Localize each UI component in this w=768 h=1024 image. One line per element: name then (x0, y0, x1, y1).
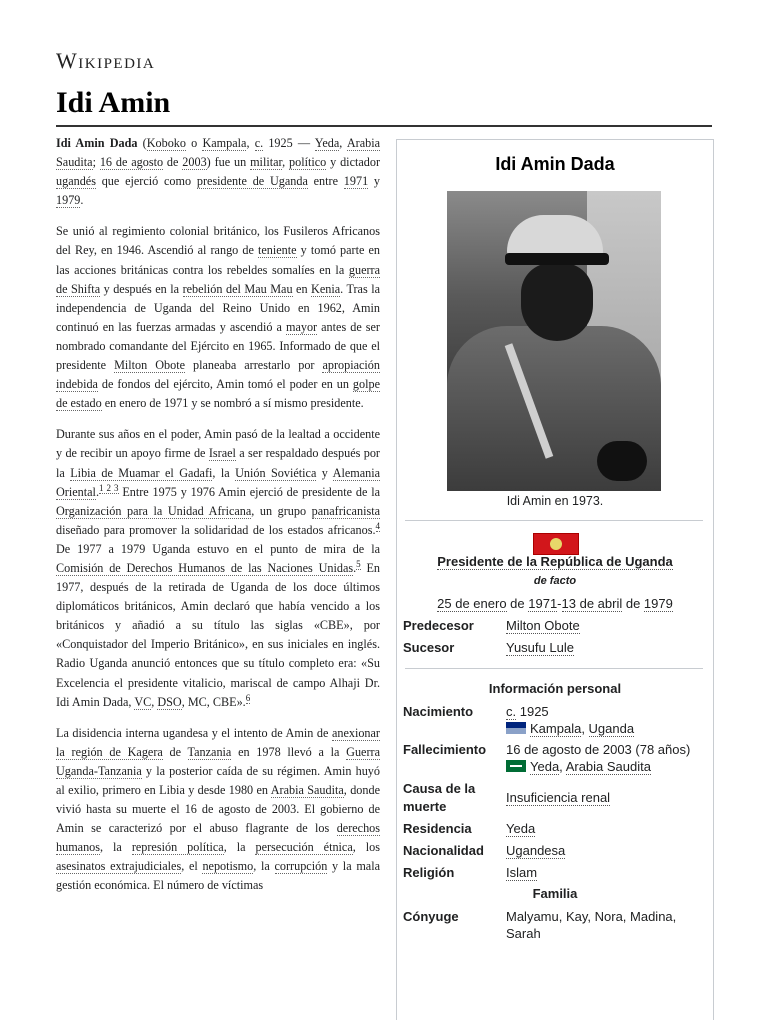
link-25-enero[interactable]: 25 de enero (437, 596, 507, 611)
link-derechos-humanos[interactable]: derechos humanos (56, 821, 380, 855)
saudi-arabia-flag-icon (506, 760, 526, 772)
link-mau-mau[interactable]: rebelión del Mau Mau (182, 281, 293, 296)
infobox-divider (405, 520, 703, 521)
link-apropiacion-indebida[interactable]: apropiación indebida (56, 358, 380, 392)
article-body (56, 134, 380, 908)
link-insuficiencia-renal[interactable]: Insuficiencia renal (506, 790, 611, 805)
wikipedia-wordmark[interactable]: Wikipedia (56, 48, 156, 73)
link-birth-uganda[interactable]: Uganda (588, 721, 635, 736)
section-familia: Familia (532, 886, 578, 901)
link-arabia-saudita[interactable]: Arabia Saudita (56, 136, 381, 170)
link-union-sovietica[interactable]: Unión Soviética (235, 465, 317, 480)
label-fallecimiento: Fallecimiento (403, 742, 487, 757)
link-israel[interactable]: Israel (208, 446, 236, 461)
link-2003[interactable]: 2003 (182, 155, 207, 170)
link-arabia-saudita-2[interactable]: Arabia Saudita (270, 783, 344, 797)
link-1971-term[interactable]: 1971 (528, 596, 558, 611)
link-libia-gadafi[interactable]: Libia de Muamar el Gadafi (70, 465, 213, 480)
link-persecucion-etnica[interactable]: persecución étnica (255, 840, 353, 855)
portrait-photo[interactable] (447, 191, 661, 491)
link-panafricanista[interactable]: panafricanista (311, 503, 380, 518)
link-death-arabia-saudita[interactable]: Arabia Saudita (565, 759, 651, 774)
section-personal-info: Información personal (488, 681, 622, 696)
photo-caption: Idi Amin en 1973. (506, 494, 604, 508)
link-presidente-republica[interactable]: Presidente de la República de Uganda (437, 554, 673, 569)
infobox-title: Idi Amin Dada (495, 154, 615, 174)
label-religion: Religión (403, 865, 455, 880)
link-predecesor[interactable]: Milton Obote (506, 618, 580, 633)
death-date: 16 de agosto de 2003 (78 años) (506, 742, 691, 757)
link-death-yeda[interactable]: Yeda (530, 759, 560, 774)
label-sucesor: Sucesor (403, 640, 455, 655)
link-kenia[interactable]: Kenia (311, 281, 341, 296)
link-oua[interactable]: Organización para la Unidad Africana (56, 503, 252, 518)
link-16-agosto[interactable]: 16 de agosto (99, 155, 164, 170)
reference-4[interactable]: 4 (375, 520, 380, 531)
link-mayor[interactable]: mayor (285, 319, 318, 334)
de-facto-label: de facto (533, 575, 577, 587)
link-ugandesa[interactable]: Ugandesa (506, 843, 566, 858)
uganda-protectorate-flag-icon (506, 722, 526, 734)
page-title: Idi Amin (56, 86, 171, 119)
reference-1-2-3[interactable]: 1 2 3 (98, 482, 119, 493)
infobox-divider-2 (405, 668, 703, 669)
link-anexionar-kagera[interactable]: anexionar la región de Kagera (56, 725, 380, 759)
label-conyuge: Cónyuge (403, 909, 459, 924)
office-title (397, 554, 713, 569)
link-13-abril[interactable]: 13 de abril (561, 596, 623, 611)
link-kampala[interactable]: Kampala (202, 136, 247, 150)
link-vc[interactable]: VC (134, 694, 152, 709)
link-circa[interactable]: c. (254, 136, 264, 150)
presidential-standard-flag[interactable] (533, 533, 579, 555)
label-predecesor: Predecesor (403, 618, 474, 633)
link-sucesor[interactable]: Yusufu Lule (506, 640, 574, 655)
link-golpe-estado[interactable]: golpe de estado (56, 377, 380, 411)
link-1979[interactable]: 1979 (56, 193, 81, 208)
link-nepotismo[interactable]: nepotismo (202, 859, 254, 874)
reference-6[interactable]: 6 (245, 692, 251, 703)
paragraph-career: Se unió al regimiento colonial británico, los Fusileros Africanos del Rey, en 1946. Ascendió al rango de teniente y tomó parte en las acciones británicas contra los rebeldes somalíes en la guerra de Shifta y después en la rebelión del Mau Mau en Kenia. Tras la independencia de Uganda del Reino Unido en 1962, Amin continuó en las fuerzas armadas y ascendió a mayor antes de ser nombrado comandante del Ejército en 1965. Informado de que el presidente Milton Obote planeaba arrestarlo por apropiación indebida de fondos del ejército, Amin tomó el poder en un golpe de estado en enero de 1971 y se nombró a sí mismo presidente. (56, 224, 381, 411)
link-militar[interactable]: militar (250, 155, 283, 170)
title-rule (56, 125, 712, 127)
reference-5[interactable]: 5 (356, 558, 361, 569)
link-alemania-oriental[interactable]: Alemania Oriental (56, 465, 381, 499)
link-guerra-shifta[interactable]: guerra de Shifta (56, 262, 380, 296)
term-dates: 25 de enero de 1971-13 de abril de 1979 (437, 596, 673, 611)
link-comision-ddhh[interactable]: Comisión de Derechos Humanos de las Naciones Unidas (56, 560, 354, 575)
paragraph-intro: Idi Amin Dada (Koboko o Kampala, c. 1925 — Yeda, Arabia Saudita; 16 de agosto de 2003) fue un militar, político y dictador ugandés que ejerció como presidente de Uganda entre 1971 y 1979. (56, 136, 381, 208)
link-1979-term[interactable]: 1979 (643, 596, 673, 611)
link-presidente-uganda[interactable]: presidente de Uganda (196, 174, 308, 189)
link-represion-politica[interactable]: represión política (131, 840, 224, 855)
label-nacionalidad: Nacionalidad (403, 843, 484, 858)
link-ugandes[interactable]: ugandés (56, 174, 96, 189)
link-tanzania[interactable]: Tanzania (187, 744, 232, 759)
link-asesinatos-extrajudiciales[interactable]: asesinatos extrajudiciales (56, 859, 182, 874)
link-teniente[interactable]: teniente (257, 243, 297, 258)
link-circa-birth[interactable]: c. (506, 704, 517, 719)
spouse-names: Malyamu, Kay, Nora, Madina, Sarah (506, 909, 677, 941)
subject-name: Idi Amin Dada (56, 136, 138, 150)
link-islam[interactable]: Islam (506, 865, 538, 880)
link-milton-obote[interactable]: Milton Obote (114, 358, 186, 373)
paragraph-fall: La disidencia interna ugandesa y el intento de Amin de anexionar la región de Kagera de Tanzania en 1978 llevó a la Guerra Uganda-Tanzania y la posterior caída de su régimen. Amin huyó al exilio, primero en Libia y desde 1980 en Arabia Saudita, donde vivió hasta su muerte el 16 de agosto de 2003. El gobierno de Amin se caracterizó por el abuso flagrante de los derechos humanos, la represión política, la persecución étnica, los asesinatos extrajudiciales, el nepotismo, la corrupción y la mala gestión económica. El número de víctimas (56, 725, 381, 893)
link-1971[interactable]: 1971 (343, 174, 369, 189)
link-guerra-uganda-tanzania[interactable]: Guerra Uganda-Tanzania (56, 744, 380, 778)
label-causa-muerte: Causa de la muerte (403, 781, 476, 814)
link-residencia-yeda[interactable]: Yeda (506, 821, 536, 836)
paragraph-rule: Durante sus años en el poder, Amin pasó de la lealtad a occidente y de recibir un apoyo firme de Israel a ser respaldado después por la Libia de Muamar el Gadafi, la Unión Soviética y Alemania Oriental.$^{1 2 3}$ Entre 1975 y 1976 Amin ejerció de presidente de la Organización para la Unidad Africana, un grupo panafricanista diseñado para promover la solidaridad de los estados africanos.$^4$ De 1977 a 1979 Uganda estuvo en el punto de mira de la Comisión de Derechos Humanos de las Naciones Unidas.$^5$ En 1977, después de la retirada de Uganda de los doce últimos diplomáticos británicos, Amin declaró que había vencido a los británicos y añadió a su título las siglas «CBE», por «Conquistador del Imperio Británico», en sus iniciales en inglés. Radio Uganda anunció entonces que su título completo era: «Su Excelencia el presidente vitalicio, mariscal de campo Alhaji Dr. Idi Amin Dada, VC, DSO, MC, CBE».$^6$ (56, 427, 381, 709)
link-corrupcion[interactable]: corrupción (274, 859, 328, 874)
link-dso[interactable]: DSO (157, 694, 182, 709)
link-yeda[interactable]: Yeda (314, 136, 340, 150)
label-residencia: Residencia (403, 821, 472, 836)
infobox: Idi Amin Dada Idi Amin en 1973. Presidente de la República de Uganda de facto 25 de enero de 1971-13 de abril de 1979 Predecesor Milton Obote Sucesor Yusufu Lule Información personal Nacimiento c. 1925 Kampala, Uganda Fallecimiento 16 de agosto de 2003 (78 años) Yeda, Arabia Saudita Causa de la muerte Insuficiencia renal Residencia Yeda Nacionalidad Ugandesa Religión Islam Familia Cónyuge Malyamu, Kay, Nora, Madina, Sarah (396, 139, 714, 1020)
label-nacimiento: Nacimiento (403, 704, 474, 719)
link-koboko[interactable]: Koboko (146, 136, 186, 150)
link-birth-kampala[interactable]: Kampala (530, 721, 582, 736)
link-politico[interactable]: político (289, 155, 327, 170)
